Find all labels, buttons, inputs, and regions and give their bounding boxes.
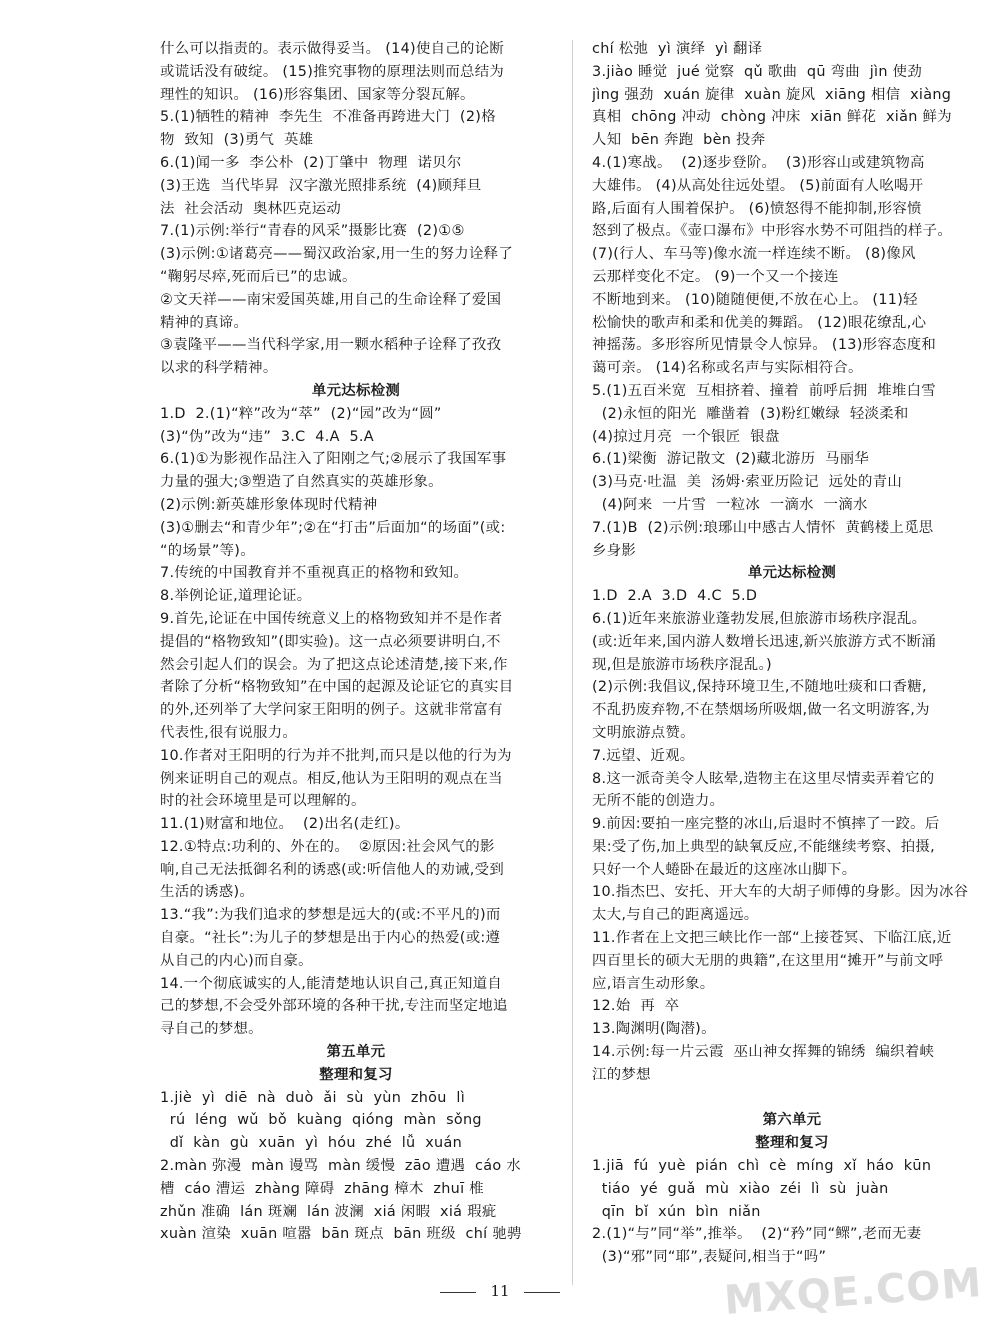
answer-line: 8.举例论证,道理论证。: [160, 588, 312, 605]
answer-line: 大雄伟。 (4)从高处往远处望。 (5)前面有人吆喝开: [592, 177, 924, 194]
answer-line: (4)掠过月亮 一个银匠 银盘: [592, 428, 780, 445]
answer-line: 什么可以指责的。表示做得妥当。 (14)使自己的论断: [160, 41, 505, 57]
answer-line: “的场景”等)。: [160, 542, 255, 559]
answer-line: 寻自己的梦想。: [160, 1021, 263, 1038]
answer-line: 蔼可亲。 (14)名称或名声与实际相符合。: [592, 360, 863, 377]
answer-line: 神摇荡。多形容所见情景令人惊异。 (13)形容态度和: [592, 337, 937, 354]
watermark-logo: MXQE.COM: [722, 1260, 984, 1324]
answer-line: 或谎话没有破绽。 (15)推究事物的原理法则而总结为: [160, 63, 505, 80]
answer-line: 人知 bēn 奔跑 bèn 投奔: [592, 132, 766, 149]
answer-line: 生活的诱惑)。: [160, 884, 255, 901]
answer-line: 自豪。“社长”:为儿子的梦想是出于内心的热爱(或:遵: [160, 930, 501, 947]
answer-line: (3)①删去“和青少年”;②在“打击”后面加“的场面”(或:: [160, 519, 506, 536]
answer-line: 7.(1)B (2)示例:琅琊山中感古人情怀 黄鹤楼上觅思: [592, 519, 934, 536]
answer-line: 不断地到来。 (10)随随便便,不放在心上。 (11)轻: [592, 291, 918, 308]
answer-line: (3)示例:①诸葛亮——蜀汉政治家,用一生的努力诠释了: [160, 246, 514, 263]
answer-line: 只好一个人蜷卧在最近的这座冰山脚下。: [592, 861, 857, 878]
answer-line: 7.传统的中国教育并不重视真正的格物和致知。: [160, 565, 469, 582]
answer-line: 2.màn 弥漫 màn 谩骂 màn 缓慢 zāo 遭遇 cáo 水: [160, 1158, 521, 1175]
answer-line: 理性的知识。 (16)形容集团、国家等分裂瓦解。: [160, 86, 475, 103]
answer-line: 7.远望、近观。: [592, 747, 695, 764]
answer-line: 11.(1)财富和地位。 (2)出名(走红)。: [160, 816, 410, 833]
answer-line: 然会引起人们的误会。为了把这点论述清楚,接下来,作: [160, 656, 508, 673]
answer-line: 法 社会活动 奥林匹克运动: [160, 200, 342, 217]
answer-line: (4)阿来 一片雪 一粒冰 一滴水 一滴水: [592, 496, 868, 513]
answer-line: chí 松弛 yì 演绎 yì 翻译: [592, 41, 763, 57]
answer-line: (3)“邪”同“耶”,表疑问,相当于“吗”: [592, 1249, 827, 1266]
answer-line: 从自己的内心)而自豪。: [160, 952, 313, 969]
answer-line: 时的社会环境里是可以理解的。: [160, 793, 366, 810]
right-column: [592, 38, 992, 1269]
answer-line: 9.首先,论证在中国传统意义上的格物致知并不是作者: [160, 610, 503, 627]
answer-line: xuàn 渲染 xuān 喧嚣 bān 斑点 bān 班级 chí 驰骋: [160, 1226, 522, 1243]
answer-line: 应,语言生动形象。: [592, 975, 715, 992]
answer-line: 7.(1)示例:举行“青春的风采”摄影比赛 (2)①⑤: [160, 223, 465, 240]
answer-line: “鞠躬尽瘁,死而后已”的忠诚。: [160, 268, 357, 285]
answer-line: 6.(1)闻一多 李公朴 (2)丁肇中 物理 诺贝尔: [160, 154, 462, 171]
answer-line: 太大,与自己的距离遥远。: [592, 907, 759, 924]
answer-line: 12.始 再 卒: [592, 998, 680, 1015]
answer-line: 4.(1)寒战。 (2)逐步登阶。 (3)形容山或建筑物高: [592, 154, 925, 171]
answer-line: 6.(1)近年来旅游业蓬勃发展,但旅游市场秩序混乱。: [592, 610, 927, 627]
answer-line: 11.作者在上文把三峡比作一部“上接苍冥、下临江底,近: [592, 930, 952, 947]
answer-line: 果:受了伤,加上典型的缺氧反应,不能继续考察、拍摄,: [592, 838, 935, 855]
section-heading: 单元达标检测: [311, 382, 401, 399]
section-heading: 整理和复习: [319, 1066, 393, 1083]
answer-line: 5.(1)五百米宽 互相挤着、撞着 前呼后拥 堆堆白雪: [592, 382, 936, 399]
answer-line: 文明旅游点赞。: [592, 724, 695, 741]
answer-line: 代表性,很有说服力。: [160, 724, 298, 741]
answer-line: 现,但是旅游市场秩序混乱。): [592, 656, 772, 673]
answer-line: 松愉快的歌声和柔和优美的舞蹈。 (12)眼花缭乱,心: [592, 314, 927, 331]
answer-line: 云那样变化不定。 (9)一个又一个接连: [592, 268, 839, 285]
answer-line: 力量的强大;③塑造了自然真实的英雄形象。: [160, 474, 443, 491]
answer-line: 10.作者对王阳明的行为并不批判,而只是以他的行为为: [160, 747, 512, 764]
answer-line: zhǔn 准确 lán 斑斓 lán 波澜 xiá 闲暇 xiá 瑕疵: [160, 1203, 497, 1220]
answer-line: 5.(1)牺牲的精神 李先生 不准备再跨进大门 (2)格: [160, 109, 496, 126]
answer-line: 6.(1)①为影视作品注入了阳刚之气;②展示了我国军事: [160, 451, 507, 468]
answer-line: 14.一个彻底诚实的人,能清楚地认识自己,真正知道自: [160, 975, 503, 992]
column-divider: [572, 40, 573, 1285]
section-heading: 单元达标检测: [747, 565, 837, 582]
answer-line: dǐ kàn gù xuān yì hóu zhé lǚ xuán: [160, 1135, 463, 1152]
answer-line: 的外,还列举了大学问家王阳明的例子。这就非常富有: [160, 702, 503, 719]
answer-line: 怒到了极点。《壶口瀑布》中形容水势不可阻挡的样子。: [592, 223, 953, 240]
left-column: [160, 38, 552, 1246]
answer-line: (或:近年来,国内游人数增长迅速,新兴旅游方式不断涌: [592, 633, 937, 650]
answer-line: 者除了分析“格物致知”在中国的起源及论证它的真实目: [160, 679, 514, 696]
answer-line: 精神的真谛。: [160, 314, 249, 331]
answer-line: 8.这一派奇美令人眩晕,造物主在这里尽情卖弄着它的: [592, 770, 935, 787]
answer-line: 物 致知 (3)勇气 英雄: [160, 132, 314, 149]
answer-line: (7)(行人、车马等)像水流一样连续不断。 (8)像风: [592, 246, 916, 263]
answer-line: 江的梦想: [592, 1066, 651, 1083]
answer-line: (2)永恒的阳光 雕凿着 (3)粉红嫩绿 轻淡柔和: [592, 405, 909, 422]
answer-line: 1.D 2.A 3.D 4.C 5.D: [592, 588, 758, 605]
page-number: 11: [490, 1282, 510, 1300]
answer-line: [592, 1087, 992, 1110]
answer-line: (3)王选 当代毕昇 汉字激光照排系统 (4)顾拜旦: [160, 177, 482, 194]
answer-line: 2.(1)“与”同“举”,推举。 (2)“矜”同“鳏”,老而无妻: [592, 1226, 922, 1243]
answer-line: ②文天祥——南宋爱国英雄,用自己的生命诠释了爱国: [160, 291, 502, 308]
answer-line: 13.陶渊明(陶潜)。: [592, 1021, 716, 1038]
answer-line: 9.前因:要拍一座完整的冰山,后退时不慎摔了一跤。后: [592, 816, 940, 833]
answer-line: (2)示例:新英雄形象体现时代精神: [160, 496, 378, 513]
answer-line: 1.jiā fú yuè pián chì cè míng xǐ háo kūn: [592, 1158, 932, 1175]
answer-line: 1.jiè yì diē nà duò ǎi sù yùn zhōu lì: [160, 1089, 466, 1106]
answer-line: tiáo yé guǎ mù xiào zéi lì sù juàn: [592, 1180, 889, 1197]
answer-line: 1.D 2.(1)“粹”改为“萃” (2)“园”改为“圆”: [160, 405, 442, 422]
answer-line: qīn bǐ xún bìn niǎn: [592, 1203, 761, 1220]
answer-line: 13.“我”:为我们追求的梦想是远大的(或:不平凡的)而: [160, 907, 501, 924]
answer-line: (3)“伪”改为“违” 3.C 4.A 5.A: [160, 428, 374, 445]
answer-line: 12.①特点:功利的、外在的。 ②原因:社会风气的影: [160, 838, 495, 855]
section-heading: 第六单元: [762, 1112, 822, 1129]
answer-line: 10.指杰巴、安托、开大车的大胡子师傅的身影。因为冰谷: [592, 884, 969, 901]
answer-line: 真相 chōng 冲动 chòng 冲床 xiān 鲜花 xiǎn 鲜为: [592, 109, 952, 126]
answer-line: 响,自己无法抵御名利的诱惑(或:听信他人的劝诫,受到: [160, 861, 505, 878]
answer-line: 提倡的“格物致知”(即实验)。这一点必须要讲明白,不: [160, 633, 501, 650]
answer-line: 槽 cáo 漕运 zhàng 障碍 zhāng 樟木 zhuī 椎: [160, 1180, 484, 1197]
answer-line: 乡身影: [592, 542, 637, 559]
answer-line: rú léng wǔ bǒ kuàng qióng màn sǒng: [160, 1112, 482, 1129]
section-heading: 第五单元: [326, 1044, 386, 1061]
answer-line: jìng 强劲 xuán 旋律 xuàn 旋风 xiāng 相信 xiàng: [592, 86, 952, 103]
answer-line: 不乱扔废弃物,不在禁烟场所吸烟,做一名文明游客,为: [592, 702, 930, 719]
answer-line: ③袁隆平——当代科学家,用一颗水稻种子诠释了孜孜: [160, 337, 502, 354]
answer-line: (3)马克·吐温 美 汤姆·索亚历险记 远处的青山: [592, 474, 903, 491]
answer-line: 以求的科学精神。: [160, 360, 278, 377]
answer-line: 路,后面有人围着保护。 (6)愤怒得不能抑制,形容愤: [592, 200, 922, 217]
answer-line: 6.(1)梁衡 游记散文 (2)藏北游历 马丽华: [592, 451, 870, 468]
footer-rule-right: [524, 1292, 560, 1293]
answer-line: (2)示例:我倡议,保持环境卫生,不随地吐痰和口香糖,: [592, 679, 927, 696]
answer-line: 例来证明自己的观点。相反,他认为王阳明的观点在当: [160, 770, 503, 787]
answer-line: 3.jiào 睡觉 jué 觉察 qǔ 歌曲 qū 弯曲 jìn 使劲: [592, 63, 923, 80]
answer-line: 无所不能的创造力。: [592, 793, 725, 810]
answer-line: 14.示例:每一片云霞 巫山神女挥舞的锦绣 编织着峡: [592, 1044, 935, 1061]
answer-line: 己的梦想,不会受外部环境的各种干扰,专注而坚定地追: [160, 998, 508, 1015]
answer-line: 四百里长的硕大无朋的典籍”,在这里用“摊开”与前文呼: [592, 952, 944, 969]
section-heading: 整理和复习: [755, 1135, 829, 1152]
footer-rule-left: [440, 1292, 476, 1293]
